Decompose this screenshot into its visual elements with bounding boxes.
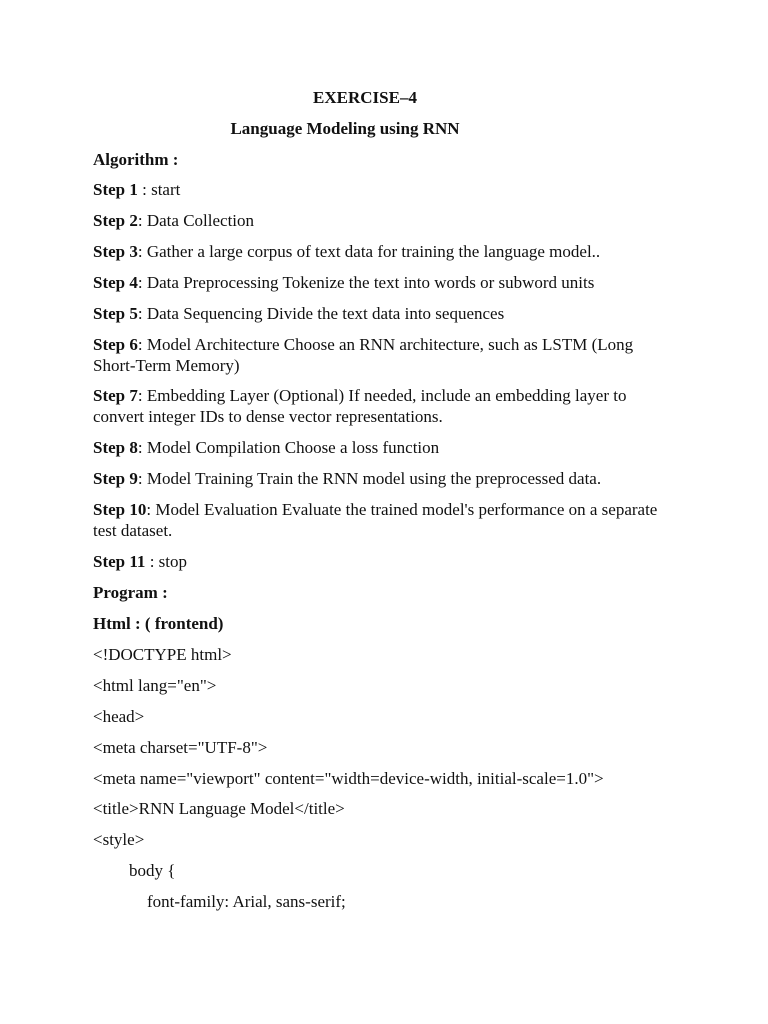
step-text: : Model Architecture Choose an RNN architecture, such as LSTM (Long Short-Term Memory) [93,335,634,375]
code-line: <!DOCTYPE html> [93,645,232,664]
step-2 [93,210,672,231]
html-frontend-heading: Html : ( frontend) [93,614,224,633]
step-6 [93,334,672,376]
step-text: : Model Evaluation Evaluate the trained model's performance on a separate test dataset. [93,500,658,540]
step-11 [93,551,672,572]
code-line: <head> [93,707,145,726]
code-line: body { [129,861,176,880]
step-3 [93,241,672,262]
code-line: <title>RNN Language Model</title> [93,799,345,818]
step-7 [93,385,672,427]
step-10 [93,499,672,541]
step-label: Step 4 [93,273,138,292]
exercise-title: EXERCISE–4 [313,88,417,107]
step-9 [93,468,672,489]
document-subtitle: Language Modeling using RNN [230,119,460,138]
program-heading: Program : [93,583,168,602]
code-line: <html lang="en"> [93,676,217,695]
step-text: : Gather a large corpus of text data for training the language model.. [137,242,601,261]
step-text: : start [137,180,181,199]
step-text: : stop [145,552,187,571]
step-label: Step 11 [93,552,146,571]
code-line: <style> [93,830,145,849]
step-label: Step 7 [93,386,138,405]
step-label: Step 8 [93,438,138,457]
step-text: : Data Collection [137,211,255,230]
step-text: : Embedding Layer (Optional) If needed, include an embedding layer to convert integer IDs to dense vector representations. [93,386,627,426]
step-8 [93,437,672,458]
step-label: Step 1 [93,180,138,199]
algorithm-heading: Algorithm : [93,150,179,169]
step-label: Step 10 [93,500,147,519]
step-label: Step 6 [93,335,138,354]
code-line: <meta name="viewport" content="width=device-width, initial-scale=1.0"> [93,769,604,788]
step-text: : Model Compilation Choose a loss function [137,438,440,457]
step-label: Step 9 [93,469,138,488]
step-4 [93,272,672,293]
step-label: Step 2 [93,211,138,230]
step-label: Step 3 [93,242,138,261]
step-1 [93,179,672,200]
step-text: : Model Training Train the RNN model using the preprocessed data. [137,469,602,488]
step-text: : Data Sequencing Divide the text data into sequences [137,304,505,323]
step-text: : Data Preprocessing Tokenize the text into words or subword units [137,273,595,292]
step-label: Step 5 [93,304,138,323]
step-5 [93,303,672,324]
code-line: <meta charset="UTF-8"> [93,738,268,757]
code-line: font-family: Arial, sans-serif; [147,892,346,911]
